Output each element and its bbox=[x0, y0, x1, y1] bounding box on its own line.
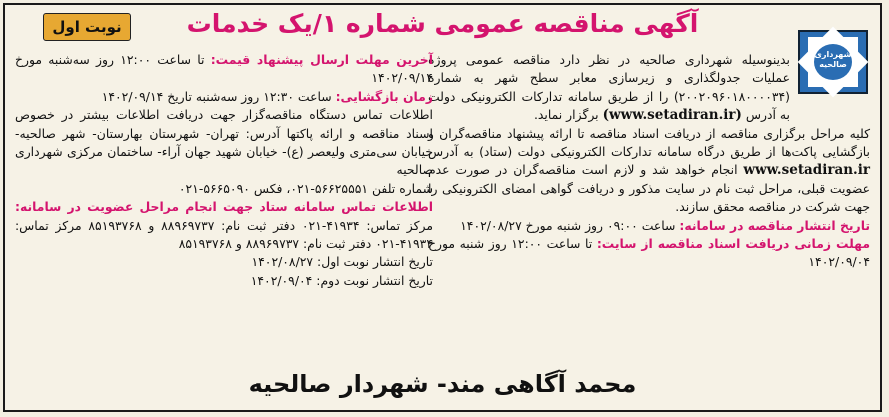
deadline-label: آخرین مهلت ارسال پیشنهاد قیمت: bbox=[210, 52, 433, 67]
contact-text: اطلاعات تماس دستگاه مناقصه‌گزار جهت دریافت اطلاعات بیشتر در خصوص اسناد مناقصه و ارائه پاکتها آدرس: تهران- شهرستان بهارستان- شهر صالحیه- خیابان سی‌متری ولیعصر (ع)- خیابان شهید جهان آراء- ساختمان مرکزی شهرداری صالحیه bbox=[15, 107, 433, 178]
first-publish-text: تاریخ انتشار نوبت اول: ۱۴۰۲/۰۸/۲۷ bbox=[251, 254, 433, 270]
deadline-paragraph bbox=[15, 51, 433, 88]
intro-text: بدینوسیله شهرداری صالحیه در نظر دارد مناقصه عمومی پروژه عملیات جدولگذاری و زیرسازی معابر سطح شهر به شماره (۲۰۰۲۰۹۶۰۱۸۰۰۰۰۳۴) را از طریق سامانه تدارکات الکترونیکی دولت به آدرس bbox=[428, 52, 790, 123]
opening-value: ساعت ۱۲:۳۰ روز سه‌شنبه تاریخ ۱۴۰۲/۰۹/۱۴ bbox=[101, 88, 332, 104]
setad-paragraph bbox=[15, 198, 433, 253]
phone-text: شماره تلفن ۵۶۶۲۵۵۵۱-۰۲۱، فکس ۵۶۶۵۰۹۰-۰۲۱ bbox=[178, 180, 433, 196]
notice-frame bbox=[3, 3, 882, 412]
receive-label: مهلت زمانی دریافت اسناد مناقصه از سایت: bbox=[596, 236, 870, 252]
deadline-value: تا ساعت ۱۲:۰۰ روز سه‌شنبه مورخ ۱۴۰۲/۰۹/۱۴ bbox=[15, 52, 433, 86]
notice-title: آگهی مناقصه عمومی شماره ۱/یک خدمات bbox=[186, 9, 699, 38]
first-publish-paragraph bbox=[15, 253, 433, 271]
intro-paragraph bbox=[428, 51, 790, 125]
process-url: www.setadiran.ir bbox=[743, 162, 870, 179]
logo-text: شهرداری صالحیه bbox=[814, 50, 852, 69]
publish-paragraph bbox=[428, 217, 870, 235]
signature-footer: محمد آگاهی مند- شهردار صالحیه bbox=[248, 370, 637, 398]
left-column bbox=[15, 51, 433, 290]
intro-end-text: برگزار نماید. bbox=[533, 107, 599, 123]
setad-value: مرکز تماس: ۴۱۹۳۴-۰۲۱ دفتر ثبت نام: ۸۸۹۶۹۷۳۷ و ۸۵۱۹۳۷۶۸ مرکز تماس: ۴۱۹۳۴-۰۲۱ دفتر ثبت نام: ۸۸۹۶۹۷۳۷ و ۸۵۱۹۳۷۶۸ bbox=[15, 217, 433, 252]
process-paragraph bbox=[428, 125, 870, 217]
opening-label: زمان بازگشایی: bbox=[335, 88, 433, 104]
process-end-text: انجام خواهد شد و لازم است مناقصه‌گران در صورت عدم عضویت قبلی، مراحل ثبت نام در سایت مذکور و دریافت گواهی امضای الکترونیکی را جهت شرکت در مناقصه محقق سازند. bbox=[428, 162, 870, 215]
contact-paragraph bbox=[15, 106, 433, 180]
opening-paragraph bbox=[15, 88, 433, 106]
notice-header bbox=[5, 5, 880, 47]
phone-paragraph bbox=[15, 180, 433, 198]
process-text: کلیه مراحل برگزاری مناقصه از دریافت اسناد مناقصه تا ارائه پیشنهاد مناقصه‌گران و بازگشایی پاکت‌ها از طریق درگاه سامانه تدارکات الکترونیکی دولت (ستاد) به آدرس bbox=[428, 125, 870, 160]
second-publish-text: تاریخ انتشار نوبت دوم: ۱۴۰۲/۰۹/۰۴ bbox=[250, 272, 433, 288]
right-column bbox=[428, 51, 870, 272]
receive-paragraph bbox=[428, 235, 870, 272]
second-publish-paragraph bbox=[15, 272, 433, 290]
setad-label: اطلاعات تماس سامانه ستاد جهت انجام مراحل عضویت در سامانه: bbox=[15, 199, 433, 215]
receive-value: تا ساعت ۱۲:۰۰ روز شنبه مورخ ۱۴۰۲/۰۹/۰۴ bbox=[428, 236, 870, 270]
publish-label: تاریخ انتشار مناقصه در سامانه: bbox=[679, 217, 870, 233]
round-badge: نوبت اول bbox=[43, 13, 131, 41]
publish-value: ساعت ۰۹:۰۰ روز شنبه مورخ ۱۴۰۲/۰۸/۲۷ bbox=[460, 217, 676, 233]
intro-url: (www.setadiran.ir) bbox=[602, 107, 742, 124]
